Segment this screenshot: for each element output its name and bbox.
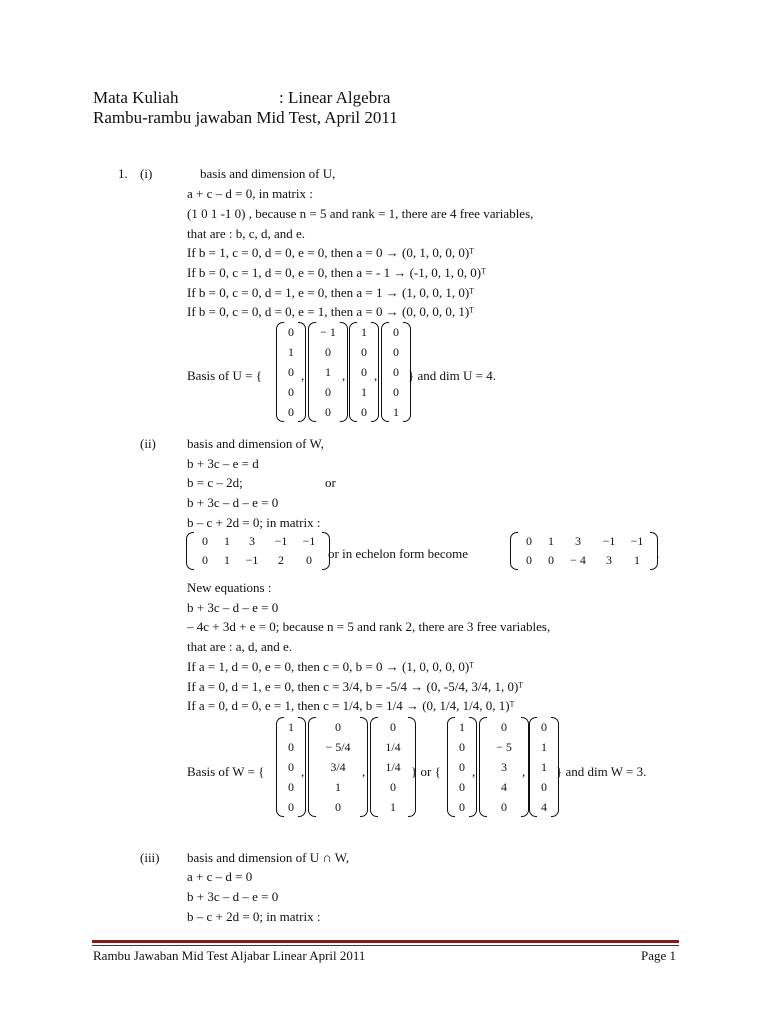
basis-w-suffix: } and dim W = 3.	[556, 764, 647, 779]
vector-entry: 0	[541, 719, 547, 734]
vector-entry: 1/4	[385, 759, 401, 774]
vector-entry: 0	[459, 759, 465, 774]
part-i-line: If b = 0, c = 1, d = 0, e = 0, then a = - 1 → (-1, 0, 1, 0, 0)ᵀ	[187, 265, 486, 280]
vector-entry: − 5/4	[325, 739, 351, 754]
part-iii-label: (iii)	[140, 850, 160, 865]
part-i-line: basis and dimension of U,	[200, 166, 336, 181]
basis-w-vector	[308, 717, 368, 817]
vector-entry: 1	[361, 384, 367, 399]
matrix-entry: 1	[224, 553, 230, 567]
vector-entry: 0	[393, 324, 399, 339]
matrix-entry: 0	[526, 553, 532, 567]
vector-entry: 0	[288, 404, 294, 419]
vector-entry: 1	[541, 739, 547, 754]
vector-entry: 0	[325, 384, 331, 399]
part-ii-line: New equations :	[187, 580, 272, 595]
part-i-label: (i)	[140, 166, 153, 181]
vector-entry: 4	[541, 799, 547, 814]
vector-entry: 0	[288, 384, 294, 399]
vector-entry: 0	[288, 759, 294, 774]
basis-w-mid: } or {	[411, 764, 441, 779]
matrix-entry: −1	[602, 534, 616, 548]
part-i-line: If b = 0, c = 0, d = 0, e = 1, then a = 0 → (0, 0, 0, 0, 1)ᵀ	[187, 304, 474, 319]
vector-entry: 0	[288, 739, 294, 754]
part-iii-line: a + c – d = 0	[187, 869, 253, 884]
vector-entry: 0	[501, 799, 507, 814]
footer-title: Rambu Jawaban Mid Test Aljabar Linear April 2011	[93, 948, 366, 963]
vector-entry: 0	[541, 779, 547, 794]
or-word: or	[325, 475, 336, 490]
vector-entry: 0	[361, 364, 367, 379]
basis-u-vector	[381, 322, 411, 422]
matrix-entry: 0	[202, 534, 208, 548]
vector-entry: 0	[459, 799, 465, 814]
matrix-entry: 3	[249, 534, 255, 548]
vector-entry: − 1	[320, 324, 336, 339]
vector-entry: 0	[288, 324, 294, 339]
vector-entry: 0	[459, 779, 465, 794]
vector-entry: 3	[501, 759, 507, 774]
vector-entry: 0	[325, 344, 331, 359]
vector-entry: 0	[288, 779, 294, 794]
part-i-line: If b = 1, c = 0, d = 0, e = 0, then a = 0 → (0, 1, 0, 0, 0)ᵀ	[187, 245, 474, 260]
matrix-entry: −1	[245, 553, 259, 567]
matrix-entry: −1	[274, 534, 288, 548]
part-iii-line: basis and dimension of U ∩ W,	[187, 850, 350, 865]
matrix-entry: 1	[224, 534, 230, 548]
vector-entry: 0	[393, 344, 399, 359]
vector-entry: 0	[390, 719, 396, 734]
vector-entry: 1/4	[385, 739, 401, 754]
question-number: 1.	[118, 166, 128, 181]
matrix-entry: 0	[526, 534, 532, 548]
echelon-text: or in echelon form become	[328, 546, 469, 561]
part-iii-line: b + 3c – d – e = 0	[187, 889, 279, 904]
basis-w-vector	[370, 717, 416, 817]
part-ii-line: If a = 1, d = 0, e = 0, then c = 0, b = 0 → (1, 0, 0, 0, 0)ᵀ	[187, 659, 474, 674]
vector-entry: 1	[459, 719, 465, 734]
matrix-entry: −1	[302, 534, 316, 548]
part-ii-line: b + 3c – d – e = 0	[187, 495, 279, 510]
vector-entry: 0	[459, 739, 465, 754]
part-ii-line: b + 3c – d – e = 0	[187, 600, 279, 615]
basis-w-alt-vector	[529, 717, 559, 817]
part-i-line: If b = 0, c = 0, d = 1, e = 0, then a = 1 → (1, 0, 0, 1, 0)ᵀ	[187, 285, 474, 300]
part-ii-line: basis and dimension of W,	[187, 436, 324, 451]
part-ii-line: b – c + 2d = 0; in matrix :	[187, 515, 321, 530]
vector-entry: 0	[325, 404, 331, 419]
vector-entry: 0	[393, 364, 399, 379]
vector-entry: 0	[335, 719, 341, 734]
vector-entry: 1	[288, 344, 294, 359]
part-ii-line: If a = 0, d = 1, e = 0, then c = 3/4, b = -5/4 → (0, -5/4, 3/4, 1, 0)ᵀ	[187, 679, 523, 694]
part-ii-line: that are : a, d, and e.	[187, 639, 293, 654]
vector-entry: 0	[361, 404, 367, 419]
footer-rule	[92, 940, 679, 943]
basis-w-prefix: Basis of W = {	[187, 764, 265, 779]
matrix-entry: −1	[630, 534, 644, 548]
part-i-line: a + c – d = 0, in matrix :	[187, 186, 313, 201]
matrix-entry: 0	[306, 553, 312, 567]
course-value: : Linear Algebra	[279, 88, 391, 107]
vector-entry: 1	[288, 719, 294, 734]
vector-entry: 4	[501, 779, 507, 794]
basis-u-suffix: } and dim U = 4.	[408, 368, 496, 383]
course-label: Mata Kuliah	[93, 88, 179, 107]
matrix-entry: 1	[634, 553, 640, 567]
part-ii-line: – 4c + 3d + e = 0; because n = 5 and rank 2, there are 3 free variables,	[187, 619, 551, 634]
vector-entry: 0	[361, 344, 367, 359]
basis-u-prefix: Basis of U = {	[187, 368, 262, 383]
vector-entry: − 5	[496, 739, 512, 754]
matrix-entry: − 4	[570, 553, 586, 567]
vector-entry: 0	[390, 779, 396, 794]
vector-entry: 3/4	[330, 759, 346, 774]
page-number: Page 1	[640, 948, 676, 963]
vector-entry: 0	[335, 799, 341, 814]
vector-entry: 1	[390, 799, 396, 814]
vector-entry: 1	[393, 404, 399, 419]
coefficient-matrix	[186, 532, 330, 570]
vector-entry: 0	[393, 384, 399, 399]
vector-entry: 0	[501, 719, 507, 734]
part-i-line: (1 0 1 -1 0) , because n = 5 and rank = 1, there are 4 free variables,	[187, 206, 534, 221]
part-ii-line: b + 3c – e = d	[187, 456, 259, 471]
matrix-entry: 0	[202, 553, 208, 567]
vector-entry: 1	[361, 324, 367, 339]
vector-entry: 0	[288, 364, 294, 379]
part-ii-label: (ii)	[140, 436, 156, 451]
matrix-entry: 2	[278, 553, 284, 567]
part-ii-line: If a = 0, d = 0, e = 1, then c = 1/4, b = 1/4 → (0, 1/4, 1/4, 0, 1)ᵀ	[187, 698, 515, 713]
matrix-entry: 1	[548, 534, 554, 548]
footer-rule-thin	[92, 945, 679, 946]
subtitle: Rambu-rambu jawaban Mid Test, April 2011	[93, 108, 398, 127]
vector-entry: 1	[335, 779, 341, 794]
part-iii-line: b – c + 2d = 0; in matrix :	[187, 909, 321, 924]
matrix-entry: 3	[606, 553, 612, 567]
part-i-line: that are : b, c, d, and e.	[187, 226, 306, 241]
vector-entry: 0	[288, 799, 294, 814]
vector-entry: 1	[325, 364, 331, 379]
vector-entry: 1	[541, 759, 547, 774]
part-ii-line: b = c – 2d;	[187, 475, 243, 490]
matrix-entry: 3	[575, 534, 581, 548]
matrix-entry: 0	[548, 553, 554, 567]
echelon-matrix	[510, 532, 658, 570]
